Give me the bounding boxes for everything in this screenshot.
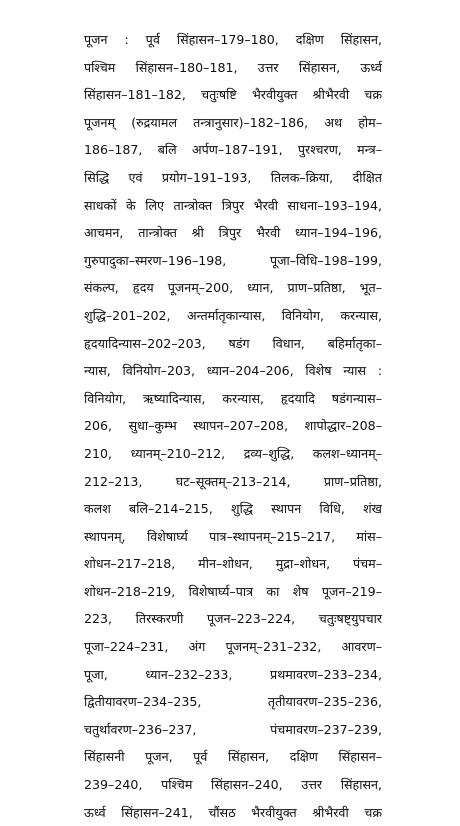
text-line: साधकों के लिए तान्त्रोक्त त्रिपुर भैरवी साधना–193–194, <box>84 197 382 213</box>
text-line: शोधन–218–219, विशेषार्घ्य–पात्र का शेष पूजन–219– <box>84 583 382 599</box>
text-line: चतुर्थावरण–236–237, पंचमावरण–237–239, <box>84 721 382 737</box>
text-line: पूजनम् (रुद्रयामल तन्त्रानुसार)–182–186, अथ होम– <box>84 114 382 130</box>
text-line: शुद्धि–201–202, अन्तर्मातृकान्यास, विनियोग, करन्यास, <box>84 307 382 323</box>
text-line: आचमन, तान्त्रोक्त श्री त्रिपुर भैरवी ध्यान–194–196, <box>84 225 382 241</box>
text-line: सिद्धि एवं प्रयोग–191–193, तिलक–क्रिया, दीक्षित <box>84 169 382 185</box>
text-line: पश्चिम सिंहासन–180–181, उत्तर सिंहासन, ऊर्ध्व <box>84 59 382 75</box>
text-line: स्थापनम्, विशेषार्घ्य पात्र–स्थापनम्–215–217, मांस– <box>84 528 382 544</box>
text-line: न्यास, विनियोग–203, ध्यान–204–206, विशेष न्यास : <box>84 363 382 379</box>
table-of-contents-text <box>84 26 382 826</box>
text-line: 206, सुधा–कुम्भ स्थापन–207–208, शापोद्धार–208– <box>84 418 382 434</box>
text-line: कलश बलि–214–215, शुद्धि स्थापन विधि, शंख <box>84 501 382 517</box>
text-line: 212–213, घट–सूक्तम्–213–214, प्राण–प्रतिष्ठा, <box>84 473 382 489</box>
text-line: विनियोग, ऋष्यादिन्यास, करन्यास, हृदयादि षडंगन्यास– <box>84 390 382 406</box>
text-line: सिंहासन–181–182, चतुःषष्टि भैरवीयुक्त श्रीभैरवी चक्र <box>84 87 382 103</box>
text-line: संकल्प, हृदय पूजनम्–200, ध्यान, प्राण–प्रतिष्ठा, भूत– <box>84 280 382 296</box>
text-line: पूजा, ध्यान–232–233, प्रथमावरण–233–234, <box>84 666 382 682</box>
text-line: ऊर्ध्व सिंहासन–241, चौंसठ भैरवीयुक्त श्रीभैरवी चक्र <box>84 804 382 820</box>
text-line: शोधन–217–218, मीन–शोधन, मुद्रा–शोधन, पंचम– <box>84 556 382 572</box>
text-line: 186–187, बलि अर्पण–187–191, पुरश्चरण, मन्त्र– <box>84 142 382 158</box>
text-line: 210, ध्यानम्–210–212, द्रव्य–शुद्धि, कलश–ध्यानम्– <box>84 445 382 461</box>
text-line: 223, तिरस्करणी पूजन–223–224, चतुःषष्ट्युपचार <box>84 611 382 627</box>
text-line: हृदयादिन्यास–202–203, षडंग विधान, बहिर्मातृका– <box>84 335 382 351</box>
text-line: पूजा–224–231, अंग पूजनम्–231–232, आवरण– <box>84 639 382 655</box>
text-line: पूजन : पूर्व सिंहासन–179–180, दक्षिण सिंहासन, <box>84 32 382 47</box>
text-line: सिंहासनी पूजन, पूर्व सिंहासन, दक्षिण सिंहासन– <box>84 749 382 765</box>
text-line: गुरुपादुका–स्मरण–196–198, पूजा–विधि–198–199, <box>84 252 382 268</box>
text-line: 239–240, पश्चिम सिंहासन–240, उत्तर सिंहासन, <box>84 777 382 793</box>
text-line: द्वितीयावरण–234–235, तृतीयावरण–235–236, <box>84 694 382 710</box>
